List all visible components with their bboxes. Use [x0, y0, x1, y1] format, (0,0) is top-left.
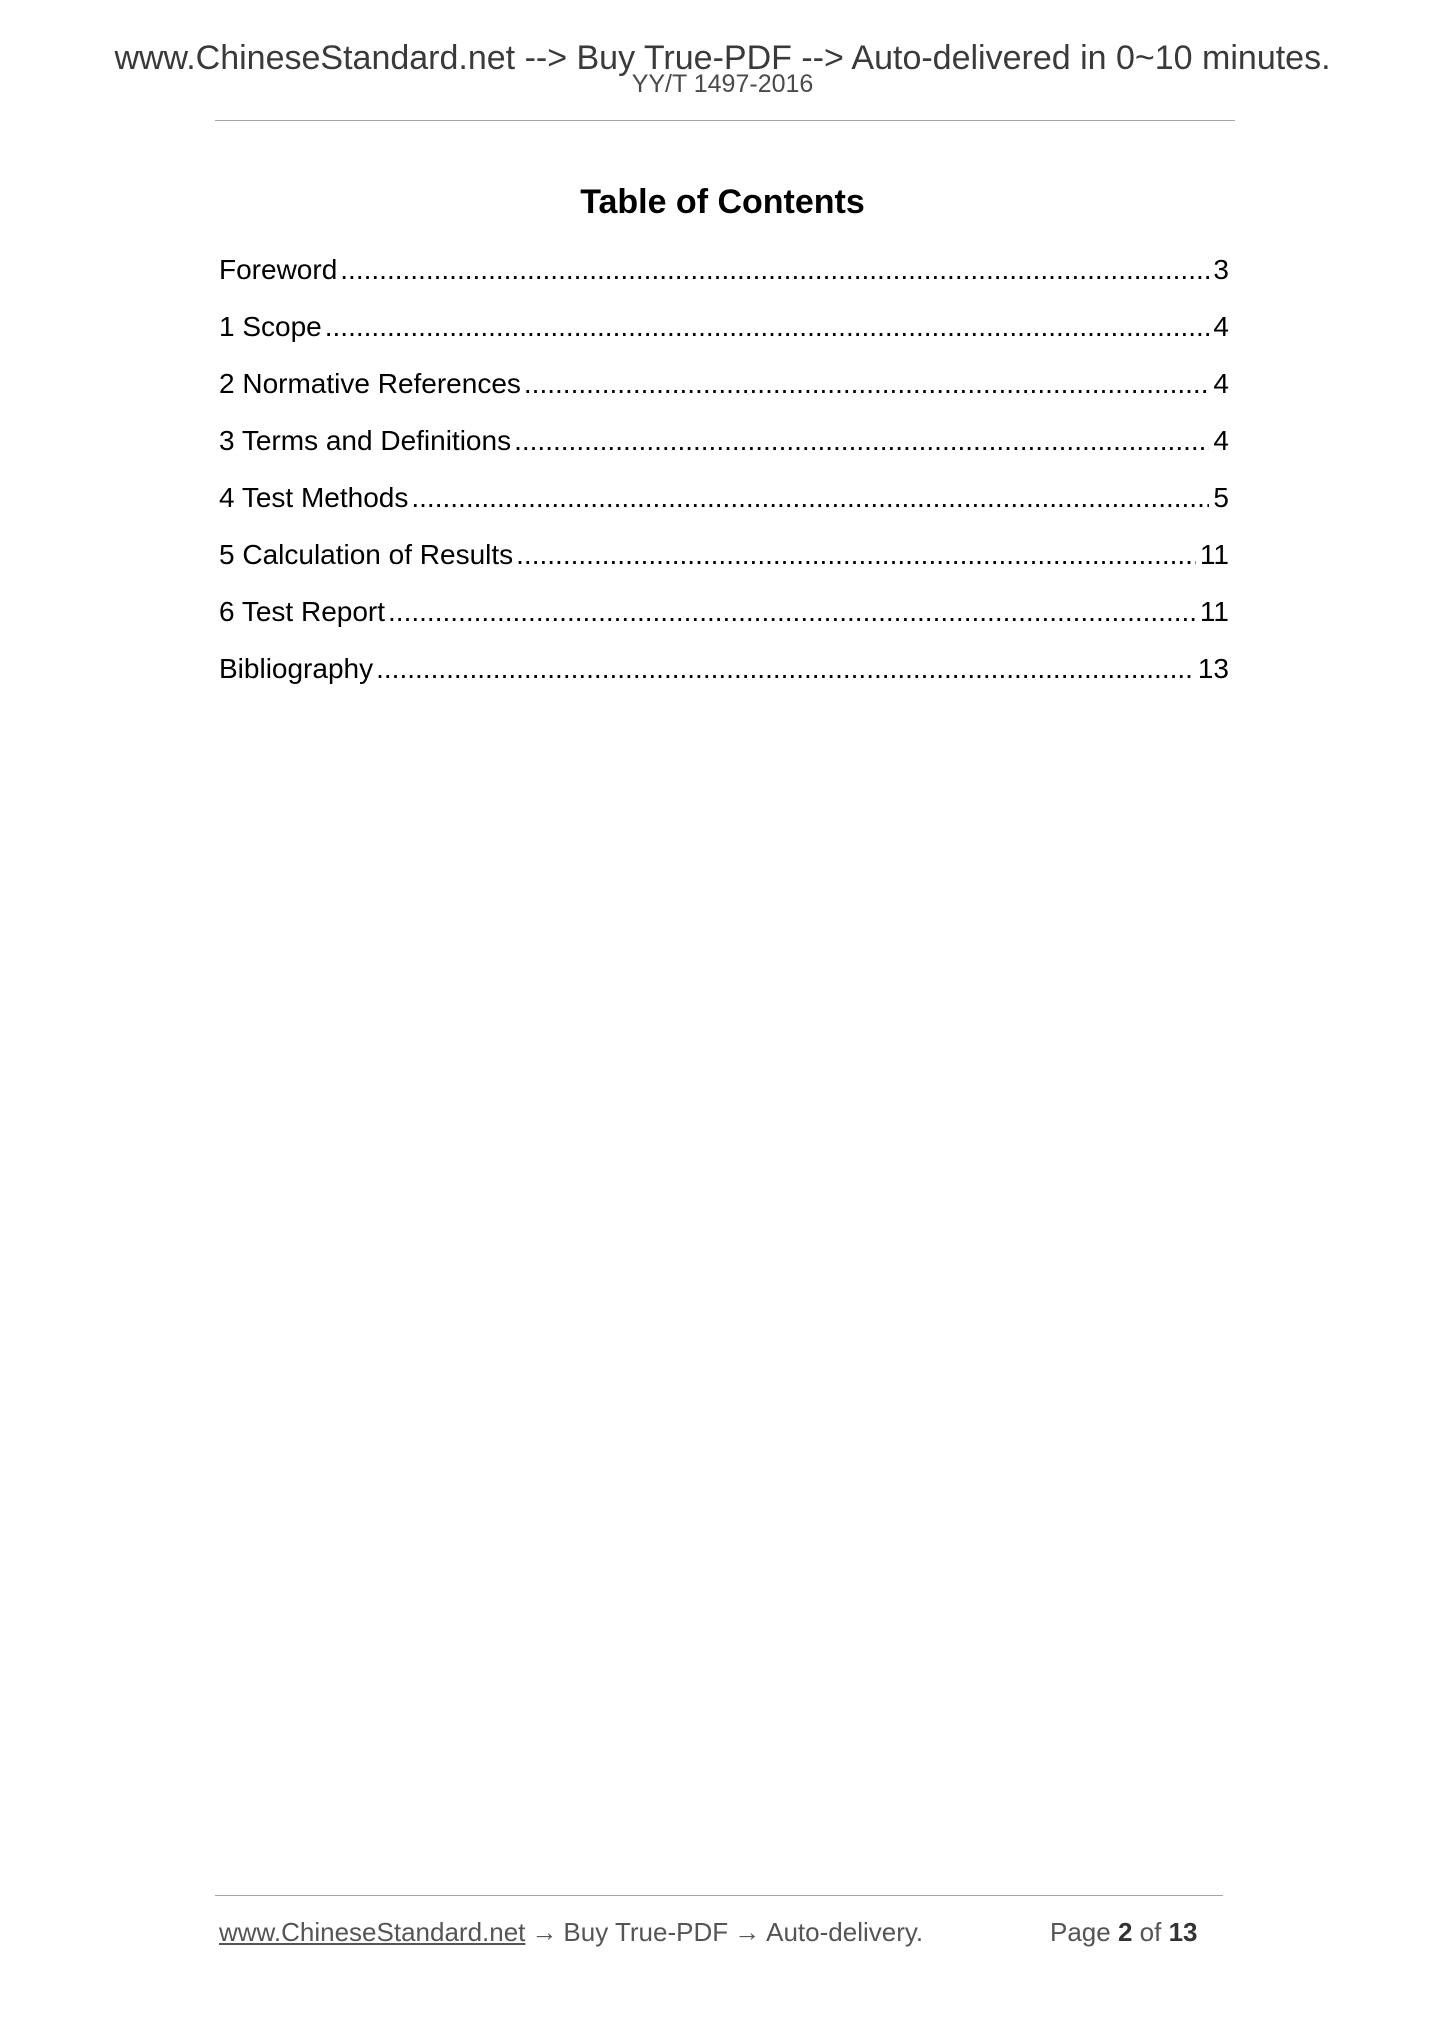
toc-dot-leader	[376, 644, 1194, 694]
toc-entry-page: 13	[1197, 653, 1229, 684]
toc-entry-page: 11	[1199, 539, 1229, 570]
document-code: YY/T 1497-2016	[631, 70, 814, 98]
toc-dot-leader	[524, 359, 1210, 409]
footer-buy-text: Buy True-PDF	[563, 1917, 729, 1947]
page-indicator	[1050, 1914, 1198, 1950]
toc-entry-label: 5 Calculation of Results	[219, 539, 514, 570]
toc-entry-page: 11	[1199, 596, 1229, 627]
toc-entry-label: 3 Terms and Definitions	[219, 425, 512, 456]
toc-entry-bibliography[interactable]	[219, 644, 1229, 701]
toc-entry-label: Bibliography	[219, 653, 374, 684]
toc-dot-leader	[340, 245, 1209, 295]
toc-dot-leader	[388, 587, 1196, 637]
total-pages-number: 13	[1168, 1917, 1198, 1947]
toc-entry-normative-references[interactable]	[219, 359, 1229, 416]
toc-dot-leader	[325, 302, 1210, 352]
footer-promo	[219, 1914, 923, 1950]
footer-site-link[interactable]: www.ChineseStandard.net	[219, 1917, 526, 1947]
toc-entry-page: 4	[1213, 368, 1229, 399]
toc-entry-terms-and-definitions[interactable]	[219, 416, 1229, 473]
footer-delivery-text: Auto-delivery.	[766, 1917, 924, 1947]
toc-entry-test-report[interactable]	[219, 587, 1229, 644]
toc-entry-page: 4	[1213, 311, 1229, 342]
header-divider	[215, 120, 1235, 121]
toc-entry-label: Foreword	[219, 254, 338, 285]
toc-entry-test-methods[interactable]	[219, 473, 1229, 530]
arrow-right-icon: →	[734, 1917, 761, 1947]
toc-entry-label: 2 Normative References	[219, 368, 521, 399]
toc-entry-page: 5	[1213, 482, 1229, 513]
toc-entry-page: 4	[1213, 425, 1229, 456]
toc-entry-calculation-of-results[interactable]	[219, 530, 1229, 587]
toc-dot-leader	[516, 530, 1196, 580]
toc-entry-label: 1 Scope	[219, 311, 322, 342]
toc-dot-leader	[411, 473, 1209, 523]
toc-entry-label: 6 Test Report	[219, 596, 386, 627]
current-page-number: 2	[1117, 1917, 1133, 1947]
toc-title: Table of Contents	[580, 183, 865, 221]
page-word: Page	[1050, 1917, 1111, 1947]
toc-entry-label: 4 Test Methods	[219, 482, 409, 513]
header-banner: www.ChineseStandard.net --> Buy True-PDF --> Auto-delivered in 0~10 minutes.	[114, 39, 1331, 77]
toc-entry-foreword[interactable]	[219, 245, 1229, 302]
of-word: of	[1139, 1917, 1162, 1947]
toc-entry-page: 3	[1213, 254, 1229, 285]
toc-dot-leader	[514, 416, 1209, 466]
table-of-contents	[219, 245, 1229, 701]
arrow-right-icon: →	[531, 1917, 558, 1947]
toc-entry-scope[interactable]	[219, 302, 1229, 359]
footer-divider	[215, 1895, 1223, 1896]
